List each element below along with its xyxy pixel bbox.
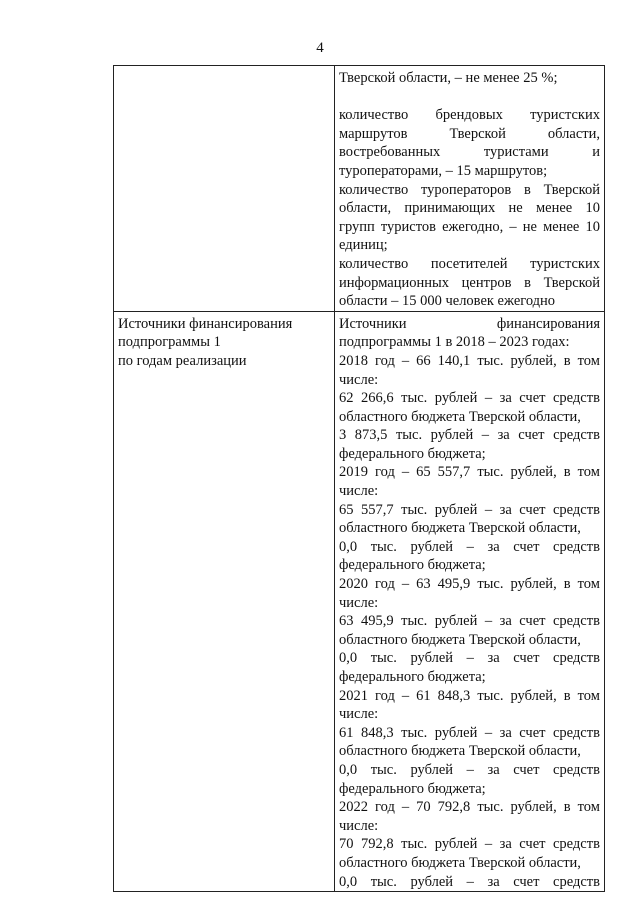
text-line: 0,0 тыс. рублей – за счет средств xyxy=(339,873,600,890)
text-line: федерального бюджета; xyxy=(339,669,486,685)
row1-right-cell xyxy=(335,66,605,312)
target-indicators-text xyxy=(335,66,604,311)
text-line: 61 848,3 тыс. рублей – за счет средств xyxy=(339,724,600,741)
text-line: групп туристов ежегодно, – не менее 10 xyxy=(339,218,600,235)
text-line: маршрутов Тверской области, xyxy=(339,125,600,142)
text-line: 2022 год – 70 792,8 тыс. рублей, в том xyxy=(339,799,600,816)
text-line: 3 873,5 тыс. рублей – за счет средств xyxy=(339,427,600,444)
program-passport-table xyxy=(113,65,605,892)
table-row xyxy=(114,311,605,891)
text-line: области – 15 000 человек ежегодно xyxy=(339,293,556,310)
label-line: подпрограммы 1 xyxy=(118,334,221,351)
text-line: 63 495,9 тыс. рублей – за счет средств xyxy=(339,613,600,630)
funding-sources-text xyxy=(335,312,604,891)
text-line: Источники финансирования xyxy=(339,315,600,332)
row1-left-cell xyxy=(114,66,335,312)
text-line: 0,0 тыс. рублей – за счет средств xyxy=(339,538,600,555)
text-line: 2020 год – 63 495,9 тыс. рублей, в том xyxy=(339,576,600,593)
text-line: количество брендовых туристских xyxy=(339,107,600,124)
text-line: областного бюджета Тверской области, xyxy=(339,408,581,425)
text-line: числе: xyxy=(339,594,379,611)
text-line: количество туроператоров в Тверской xyxy=(339,181,600,198)
text-line: числе: xyxy=(339,817,379,834)
text-line: федерального бюджета; xyxy=(339,445,486,462)
table-row xyxy=(114,66,605,312)
text-line: числе: xyxy=(339,706,379,723)
label-line: по годам реализации xyxy=(118,352,247,369)
text-line: количество посетителей туристских xyxy=(339,255,600,272)
label-line: Источники финансирования xyxy=(118,315,293,332)
text-line: Тверской области, – не менее 25 %; xyxy=(339,70,558,86)
text-line: числе: xyxy=(339,371,379,388)
text-line: подпрограммы 1 в 2018 – 2023 годах: xyxy=(339,334,570,351)
text-line: федерального бюджета; xyxy=(339,780,486,797)
text-line: области, принимающих не менее 10 xyxy=(339,200,600,217)
text-line: федерального бюджета; xyxy=(339,557,486,574)
text-line: 0,0 тыс. рублей – за счет средств xyxy=(339,650,600,667)
text-line: областного бюджета Тверской области, xyxy=(339,854,581,871)
text-line: 62 266,6 тыс. рублей – за счет средств xyxy=(339,390,600,407)
text-line: 65 557,7 тыс. рублей – за счет средств xyxy=(339,501,600,518)
text-line: единиц; xyxy=(339,237,388,254)
text-line: 2018 год – 66 140,1 тыс. рублей, в том xyxy=(339,352,600,369)
text-line: областного бюджета Тверской области, xyxy=(339,743,581,760)
text-line: областного бюджета Тверской области, xyxy=(339,631,581,648)
text-line: туроператорами, – 15 маршрутов; xyxy=(339,162,548,179)
text-line: 70 792,8 тыс. рублей – за счет средств xyxy=(339,836,600,853)
paragraph-gap xyxy=(339,88,600,107)
row2-left-cell xyxy=(114,311,335,891)
text-line: областного бюджета Тверской области, xyxy=(339,520,581,537)
page-number: 4 xyxy=(316,40,324,56)
funding-sources-label xyxy=(114,312,334,371)
row1-left-text xyxy=(114,66,334,69)
text-line: 0,0 тыс. рублей – за счет средств xyxy=(339,761,600,778)
row2-right-cell xyxy=(335,311,605,891)
text-line: 2021 год – 61 848,3 тыс. рублей, в том xyxy=(339,687,600,704)
text-line: числе: xyxy=(339,483,379,500)
text-line: информационных центров в Тверской xyxy=(339,274,600,291)
text-line: востребованных туристами и xyxy=(339,144,600,161)
text-line: 2019 год – 65 557,7 тыс. рублей, в том xyxy=(339,464,600,481)
